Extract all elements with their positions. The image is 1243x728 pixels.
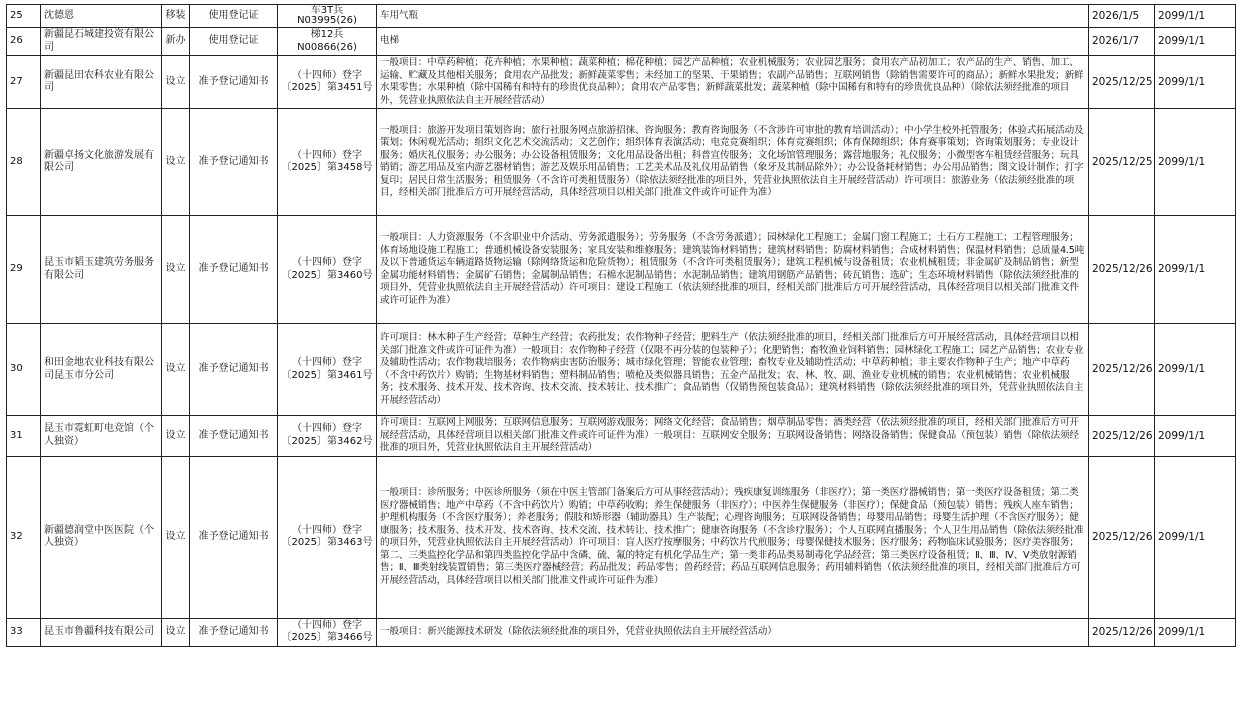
document-type: 使用登记证 [190,5,278,28]
registration-date: 2026/1/7 [1089,28,1155,56]
registration-type: 设立 [162,324,190,416]
table-body [7,5,1236,647]
row-number: 29 [7,216,41,324]
document-type: 准予登记通知书 [190,416,278,457]
expiry-date: 2099/1/1 [1155,456,1236,618]
document-number: （十四师）登字〔2025〕第3466号 [278,618,377,646]
row-number: 26 [7,28,41,56]
registration-type: 设立 [162,56,190,109]
expiry-date: 2099/1/1 [1155,324,1236,416]
row-number: 28 [7,109,41,216]
business-scope: 车用气瓶 [377,5,1089,28]
company-name: 沈德恩 [41,5,162,28]
table-row [7,324,1236,416]
row-number: 33 [7,618,41,646]
registration-type: 移装 [162,5,190,28]
company-name: 新疆昆田农科农业有限公司 [41,56,162,109]
business-scope: 一般项目：旅游开发项目策划咨询；旅行社服务网点旅游招徕、咨询服务；教育咨询服务（不含涉许可审批的教育培训活动）；中小学生校外托管服务；体验式拓展活动及策划；休闲观光活动；组织文化艺术交流活动；文艺创作；组织体育表演活动；电竞竞赛组织；体育竞赛组织；体育保障组织；体育赛事策划；咨询策划服务；专业设计服务；婚庆礼仪服务；办公服务；办公设备租赁服务；文化用品设备出租；科普宣传服务；文化场馆管理服务；露营地服务；礼仪服务；小微型客车租赁经营服务；玩具销销；游艺用品及室内游艺器材销售；游艺及娱乐用品销售；工艺美术品及礼仪用品销售（象牙及其制品除外）；办公设备耗材销售；办公用品销售；图文设计制作；打字复印；居民日常生活服务；租赁服务（不含许可类租赁服务）（除依法须经批准的项目外，凭营业执照依法自主开展经营活动）许可项目：旅游业务（依法须经批准的项目，经相关部门批准后方可开展经营活动，具体经营项目以相关部门批准文件或许可证件为准） [377,109,1089,216]
registration-date: 2025/12/25 [1089,56,1155,109]
registration-date: 2025/12/26 [1089,216,1155,324]
expiry-date: 2099/1/1 [1155,416,1236,457]
company-name: 新疆昆石城建投资有限公司 [41,28,162,56]
company-name: 和田金地农业科技有限公司昆玉市分公司 [41,324,162,416]
business-scope: 电梯 [377,28,1089,56]
business-scope: 一般项目：人力资源服务（不含职业中介活动、劳务派遣服务）；劳务服务（不含劳务派遣）；园林绿化工程施工；金属门窗工程施工；土石方工程施工；工程管理服务；体育场地设施工程施工；普通机械设备安装服务；家具安装和维修服务；建筑装饰材料销售；建筑材料销售；防腐材料销售；合成材料销售；保温材料销售；总质量4.5吨及以下普通货运车辆道路货物运输（除网络货运和危险货物）；租赁服务（不含许可类租赁服务）；建筑工程机械与设备租赁；农业机械租赁；非金属矿及制品销售；新型金属功能材料销售；金属矿石销售；金属制品销售；石棉水泥制品销售；水泥制品销售；建筑用钢筋产品销售；砖瓦销售；选矿；生态环境材料销售（除依法须经批准的项目外，凭营业执照依法自主开展经营活动）许可项目：建设工程施工（依法须经批准的项目，经相关部门批准后方可开展经营活动，具体经营项目以相关部门批准文件或许可证件为准） [377,216,1089,324]
document-number: （十四师）登字〔2025〕第3462号 [278,416,377,457]
document-type: 准予登记通知书 [190,109,278,216]
document-number: （十四师）登字〔2025〕第3451号 [278,56,377,109]
table-row [7,416,1236,457]
document-number: 梯12兵N00866(26) [278,28,377,56]
document-number: 车3T兵N03995(26) [278,5,377,28]
table-row [7,109,1236,216]
registration-type: 设立 [162,109,190,216]
table-row [7,618,1236,646]
company-name: 昆玉市韬玉建筑劳务服务有限公司 [41,216,162,324]
registration-date: 2025/12/26 [1089,456,1155,618]
row-number: 31 [7,416,41,457]
document-type: 准予登记通知书 [190,324,278,416]
registration-type: 设立 [162,618,190,646]
registration-date: 2025/12/25 [1089,109,1155,216]
company-name: 新疆卓扬文化旅游发展有限公司 [41,109,162,216]
table-row [7,56,1236,109]
business-scope: 许可项目：互联网上网服务；互联网信息服务；互联网游戏服务；网络文化经营；食品销售；烟草制品零售；酒类经营（依法须经批准的项目，经相关部门批准后方可开展经营活动，具体经营项目以相关部门批准文件或许可证件为准）一般项目：互联网安全服务；互联网设备销售；网络设备销售；保健食品（预包装）销售（除依法须经批准的项目外，凭营业执照依法自主开展经营活动） [377,416,1089,457]
registration-type: 设立 [162,416,190,457]
registration-type: 设立 [162,456,190,618]
document-type: 准予登记通知书 [190,618,278,646]
document-number: （十四师）登字〔2025〕第3463号 [278,456,377,618]
document-type: 准予登记通知书 [190,216,278,324]
table-row [7,5,1236,28]
company-name: 昆玉市鲁疆科技有限公司 [41,618,162,646]
expiry-date: 2099/1/1 [1155,56,1236,109]
expiry-date: 2099/1/1 [1155,28,1236,56]
document-number: （十四师）登字〔2025〕第3461号 [278,324,377,416]
registration-date: 2025/12/26 [1089,618,1155,646]
expiry-date: 2099/1/1 [1155,618,1236,646]
registration-table [6,4,1236,647]
registration-date: 2025/12/26 [1089,416,1155,457]
expiry-date: 2099/1/1 [1155,5,1236,28]
company-name: 新疆德润堂中医医院（个人独资） [41,456,162,618]
registration-date: 2025/12/26 [1089,324,1155,416]
business-scope: 一般项目：新兴能源技术研发（除依法须经批准的项目外，凭营业执照依法自主开展经营活动） [377,618,1089,646]
expiry-date: 2099/1/1 [1155,109,1236,216]
business-scope: 一般项目：中草药种植；花卉种植；水果种植；蔬菜种植；棉花种植；园艺产品种植；农业机械服务；农业园艺服务；食用农产品初加工；农产品的生产、销售、加工、运输、贮藏及其他相关服务；食用农产品批发；新鲜蔬菜零售；未经加工的坚果、干果销售；农副产品销售；互联网销售（除销售需要许可的商品）；新鲜水果批发；新鲜水果零售；水果种植（除中国稀有和特有的珍贵优良品种）；食用农产品零售；新鲜蔬菜批发；蔬菜种植（除中国稀有和特有的珍贵优良品种）（除依法须经批准的项目外，凭营业执照依法自主开展经营活动） [377,56,1089,109]
document-type: 准予登记通知书 [190,56,278,109]
row-number: 27 [7,56,41,109]
document-type: 准予登记通知书 [190,456,278,618]
table-row [7,28,1236,56]
row-number: 32 [7,456,41,618]
table-row [7,456,1236,618]
document-type: 使用登记证 [190,28,278,56]
table-row [7,216,1236,324]
expiry-date: 2099/1/1 [1155,216,1236,324]
row-number: 25 [7,5,41,28]
business-scope: 许可项目：林木种子生产经营；草种生产经营；农药批发；农作物种子经营；肥料生产（依法须经批准的项目，经相关部门批准后方可开展经营活动，具体经营项目以相关部门批准文件或许可证件为准）一般项目：农作物种子经营（仅限不再分装的包装种子）；化肥销售；畜牧渔业饲料销售；园林绿化工程施工；园艺产品销售；农业专业及辅助性活动；农作物栽培服务；农作物病虫害防治服务；城市绿化管理；智能农业管理；畜牧专业及辅助性活动；中草药种植；非主要农作物种子生产；地产中草药（不含中药饮片）购销；生物基材料销售；塑料制品销售；喷枪及类似器具销售；五金产品批发；农、林、牧、副、渔业专业机械的销售；农业机械销售；农业机械服务；技术服务、技术开发、技术咨询、技术交流、技术转让、技术推广；食品销售（仅销售预包装食品）；建筑材料销售（除依法须经批准的项目外，凭营业执照依法自主开展经营活动） [377,324,1089,416]
document-number: （十四师）登字〔2025〕第3460号 [278,216,377,324]
registration-type: 新办 [162,28,190,56]
registration-type: 设立 [162,216,190,324]
company-name: 昆玉市霓虹町电竞馆（个人独资） [41,416,162,457]
business-scope: 一般项目：诊所服务；中医诊所服务（须在中医主管部门备案后方可从事经营活动）；残疾康复训练服务（非医疗）；第一类医疗器械销售；第一类医疗设备租赁；第二类医疗器械销售；地产中草药（不含中药饮片）购销；中草药收购；养生保健服务（非医疗）；中医养生保健服务（非医疗）；保健食品（预包装）销售；残疾人座车销售；护理机构服务（不含医疗服务）；养老服务；假肢和矫形器（辅助器具）生产装配；心理咨询服务；互联网设备销售；母婴用品销售；母婴生活护理（不含医疗服务）；健康服务；技术服务、技术开发、技术咨询、技术交流、技术转让、技术推广；健康咨询服务（不含诊疗服务）；个人互联网直播服务；个人卫生用品销售（除依法须经批准的项目外，凭营业执照依法自主开展经营活动）许可项目：盲人医疗按摩服务；中药饮片代煎服务；母婴保健技术服务；医疗服务；药物临床试验服务；医疗美容服务；第二、三类监控化学品和第四类监控化学品中含磷、硫、氟的特定有机化学品生产；第一类非药品类易制毒化学品经营；第三类医疗设备租赁；Ⅱ、Ⅲ、Ⅳ、Ⅴ类放射源销售；Ⅱ、Ⅲ类射线装置销售；第三类医疗器械经营；药品批发；药品零售；兽药经营；药品互联网信息服务；药用辅料销售（依法须经批准的项目，经相关部门批准后方可开展经营活动，具体经营项目以相关部门批准文件或许可证件为准） [377,456,1089,618]
document-number: （十四师）登字〔2025〕第3458号 [278,109,377,216]
registration-date: 2026/1/5 [1089,5,1155,28]
row-number: 30 [7,324,41,416]
